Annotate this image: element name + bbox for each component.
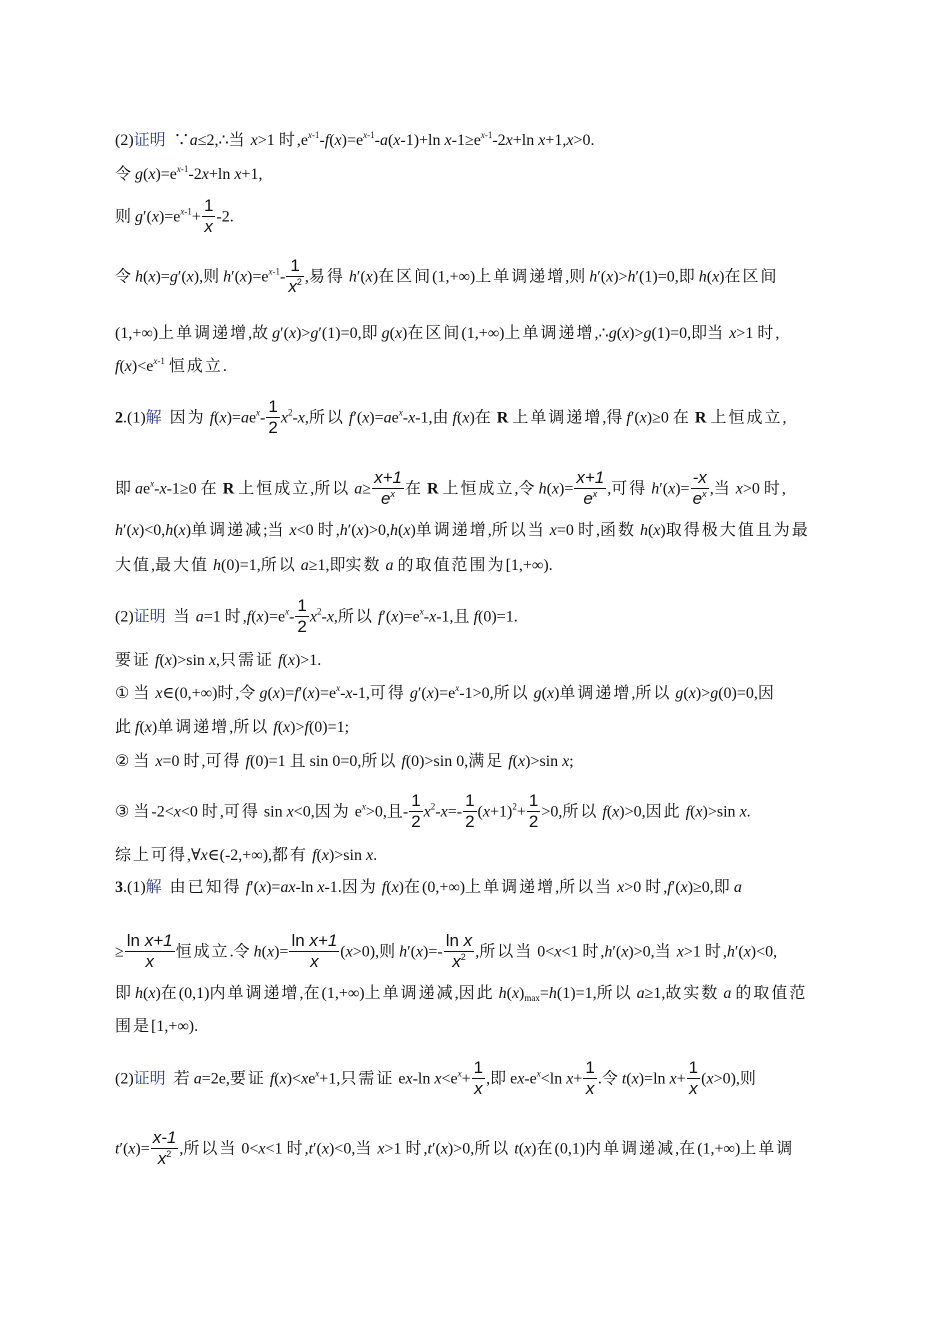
line-17: 综上可得,∀x∈(-2,+∞),都有 f(x)>sin x. bbox=[115, 847, 378, 864]
proof-label: 证明 bbox=[133, 608, 166, 626]
fraction: $\frac{\text{ln x}}{x^2}$ bbox=[445, 931, 473, 971]
line-22: (2)证明 若 a=2e,要证 $f(x)<xe^x+1$,只需证 ex-ln $x<e^x+$ $\frac{1}{x}$ ,即 $ex-e^x<\ln$ x+ $\frac{1}{x}$ .令 t(x)=ln x+ $\frac{1}{x}$ (x>0),则 bbox=[115, 1058, 756, 1098]
line-21: 围是[1,+∞). bbox=[115, 1018, 199, 1035]
fraction: $\frac{1}{x}$ bbox=[203, 196, 214, 236]
line-16: ③ 当-2<x<0 时,可得 sin x<0,因为 $e^x>0$,且- $\frac{1}{2}$ $x^2-x=-$ $\frac{1}{2}$ $(x+1)^2+$ $\frac{1}{2}$ >0,所以 f(x)>0,因此 f(x)>sin x. bbox=[115, 791, 751, 831]
fraction: $\frac{1}{x^2}$ bbox=[288, 256, 302, 296]
line-12: 要证 f(x)>sin x,只需证 f(x)>1. bbox=[115, 652, 322, 669]
line-15: ② 当 x=0 时,可得 f(0)=1 且 sin 0=0,所以 f(0)>sin 0,满足 f(x)>sin x; bbox=[115, 753, 574, 770]
fraction: $\frac{\text{ln x+1}}{x}$ bbox=[126, 931, 173, 971]
line-4: 令 h(x)=g′(x),则 $h'(x)=e^{x-1}-$ $\frac{1}{x^2}$ ,易得 h′(x)在区间(1,+∞)上单调递增,则 h′(x)>h′(1)=0,即 h(x)在区间 bbox=[115, 256, 779, 296]
fraction: $\frac{1}{2}$ bbox=[528, 791, 539, 831]
fraction: $\frac{1}{x}$ bbox=[585, 1058, 595, 1098]
line-10: 大值,最大值 h(0)=1,所以 a≥1,即实数 a 的取值范围为[1,+∞). bbox=[115, 557, 553, 574]
fraction: $\frac{1}{2}$ bbox=[297, 596, 307, 636]
line-2: 令 $g(x)=e^{x-1}-2x+\ln$ x+1, bbox=[115, 164, 263, 183]
line-6: $f(x)<e^{x-1}$ 恒成立. bbox=[115, 356, 227, 375]
line-9: h′(x)<0,h(x)单调递减;当 x<0 时,h′(x)>0,h(x)单调递增,所以当 x=0 时,函数 h(x)取得极大值且为最 bbox=[115, 522, 810, 539]
line-14: 此 f(x)单调递增,所以 f(x)>f(0)=1; bbox=[115, 719, 350, 736]
fraction: $\frac{1}{x}$ bbox=[473, 1058, 484, 1098]
line-13: ① 当 x∈(0,+∞)时,令 $g(x)=f'(x)=e^x-x-1$,可得 $g'(x)=e^x-1>0$,所以 g(x)单调递增,所以 g(x)>g(0)=0,因 bbox=[115, 683, 774, 702]
fraction: $\frac{1}{2}$ bbox=[465, 791, 475, 831]
proof-label: 证明 bbox=[133, 132, 166, 149]
line-7: 2.(1)解 因为 $f(x)=ae^x-$ $\frac{1}{2}$ $x^2-x$,所以 $f'(x)=ae^x-x-1$,由 f(x)在 R 上单调递增,得 f′(x)≥0 在 R 上恒成立, bbox=[115, 397, 787, 437]
fraction: $\frac{x+1}{e^x}$ bbox=[374, 468, 402, 508]
fraction: $\frac{\text{ln x+1}}{x}$ bbox=[291, 931, 338, 971]
line-19: ≥ $\frac{\text{ln x+1}}{x}$ 恒成立.令 h(x)= $\frac{\text{ln x+1}}{x}$ (x>0),则 h′(x)=- $\frac{\text{ln x}}{x^2}$ ,所以当 0<x<1 时,h′(x)>0,当 x>1 时,h′(x)<0, bbox=[115, 931, 778, 971]
proof-label: 证明 bbox=[133, 1070, 166, 1088]
line-8: 即 $ae^x-x-1\ge 0$ 在 R 上恒成立,所以 a≥ $\frac{x+1}{e^x}$ 在 R 上恒成立,令 h(x)= $\frac{x+1}{e^x}$ ,可得 h′(x)= $\frac{-x}{e^x}$ ,当 x>0 时, bbox=[115, 468, 786, 508]
fraction: $\frac{x+1}{e^x}$ bbox=[576, 468, 605, 508]
line-5: (1,+∞)上单调递增,故 g′(x)>g′(1)=0,即 g(x)在区间(1,+∞)上单调递增,∴g(x)>g(1)=0,即当 x>1 时, bbox=[115, 325, 780, 342]
line-23: t′(x)= $\frac{x-1}{x^2}$ ,所以当 0<x<1 时,t′(x)<0,当 x>1 时,t′(x)>0,所以 t(x)在(0,1)内单调递减,在(1,+∞)上单调 bbox=[115, 1128, 795, 1168]
solution-label: 解 bbox=[145, 879, 162, 896]
solution-label: 解 bbox=[145, 409, 162, 427]
fraction: $\frac{1}{2}$ bbox=[411, 791, 421, 831]
line-20: 即 h(x)在(0,1)内单调递增,在(1,+∞)上单调递减,因此 $h(x)_{max}=h(1)=1$,所以 a≥1,故实数 a 的取值范 bbox=[115, 985, 808, 1003]
line-18: 3.(1)解 由已知得 f′(x)=ax-ln x-1.因为 f(x)在(0,+∞)上单调递增,所以当 x>0 时,f′(x)≥0,即 a bbox=[115, 879, 742, 896]
fraction: $\frac{-x}{e^x}$ bbox=[692, 468, 707, 508]
fraction: $\frac{1}{2}$ bbox=[268, 397, 278, 437]
fraction: $\frac{x-1}{x^2}$ bbox=[152, 1128, 177, 1168]
line-3: 则 $g'(x)=e^{x-1}+$ $\frac{1}{x}$ -2. bbox=[115, 196, 234, 236]
fraction: $\frac{1}{x}$ bbox=[688, 1058, 699, 1098]
line-1: (2)证明 ∵a≤2,∴当 x>1 时$,e^{x-1}-f(x)=e^{x-1}-a(x-1)+\ln$ $x-1\ge e^{x-1}-2x+\ln$ x+1,x>0. bbox=[115, 130, 595, 149]
line-11: (2)证明 当 a=1 时$,f(x)=e^x-$ $\frac{1}{2}$ $x^2-x$,所以 $f'(x)=e^x-x-1$,且 f(0)=1. bbox=[115, 596, 518, 636]
